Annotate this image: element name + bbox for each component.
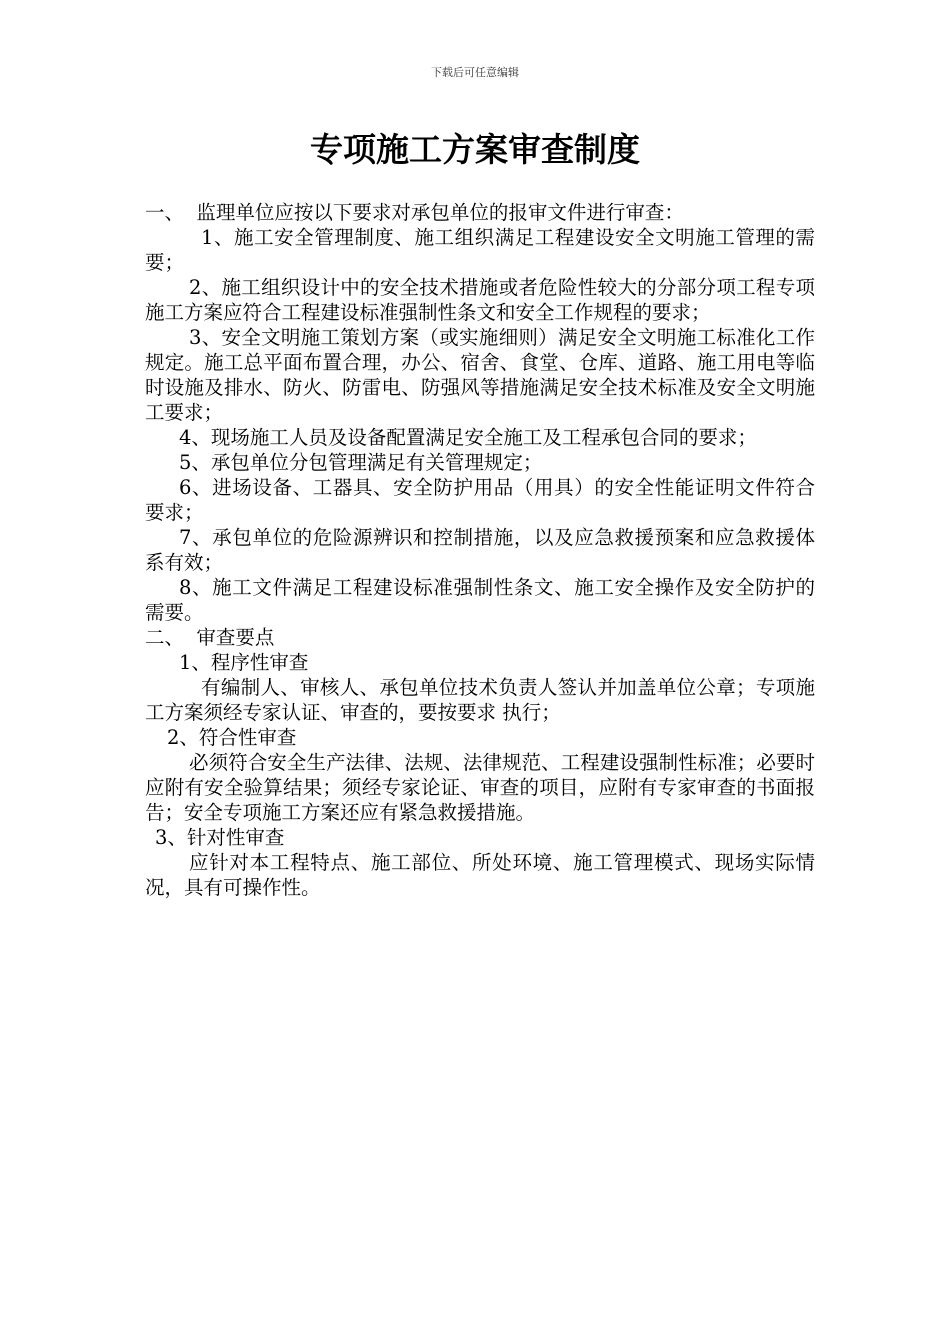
paragraph: 3、安全文明施工策划方案（或实施细则）满足安全文明施工标准化工作规定。施工总平面布置合理，办公、宿舍、食堂、仓库、道路、施工用电等临时设施及排水、防火、防雷电、防强风等措施满足安全技术标准及安全文明施工要求；: [145, 326, 815, 424]
paragraph: 5、承包单位分包管理满足有关管理规定；: [179, 451, 543, 474]
paragraph: 1、程序性审查: [179, 651, 309, 674]
paragraph: 4、现场施工人员及设备配置满足安全施工及工程承包合同的要求；: [179, 426, 757, 449]
paragraph: 二、 审查要点: [145, 626, 275, 649]
header-note: 下载后可任意编辑: [431, 66, 519, 79]
document-body: [145, 200, 815, 900]
paragraph: 6、进场设备、工器具、安全防护用品（用具）的安全性能证明文件符合要求；: [145, 476, 815, 524]
paragraph: 有编制人、审核人、承包单位技术负责人签认并加盖单位公章；专项施工方案须经专家认证、审查的，要按要求 执行；: [145, 676, 815, 724]
paragraph: 3、针对性审查: [155, 826, 285, 849]
paragraph: 1、施工安全管理制度、施工组织满足工程建设安全文明施工管理的需要；: [145, 226, 815, 274]
paragraph: 2、施工组织设计中的安全技术措施或者危险性较大的分部分项工程专项施工方案应符合工程建设标准强制性条文和安全工作规程的要求；: [145, 276, 815, 324]
paragraph: 8、施工文件满足工程建设标准强制性条文、施工安全操作及安全防护的需要。: [145, 576, 815, 624]
document-title: 专项施工方案审查制度: [310, 130, 640, 169]
paragraph: 必须符合安全生产法律、法规、法律规范、工程建设强制性标准；必要时应附有安全验算结果；须经专家论证、审查的项目，应附有专家审查的书面报告；安全专项施工方案还应有紧急救援措施。: [145, 751, 815, 824]
paragraph: 应针对本工程特点、施工部位、所处环境、施工管理模式、现场实际情况，具有可操作性。: [145, 851, 815, 899]
paragraph: 一、 监理单位应按以下要求对承包单位的报审文件进行审查：: [145, 201, 684, 224]
paragraph: 7、承包单位的危险源辨识和控制措施，以及应急救援预案和应急救援体系有效；: [145, 526, 815, 574]
paragraph: 2、符合性审查: [167, 726, 297, 749]
